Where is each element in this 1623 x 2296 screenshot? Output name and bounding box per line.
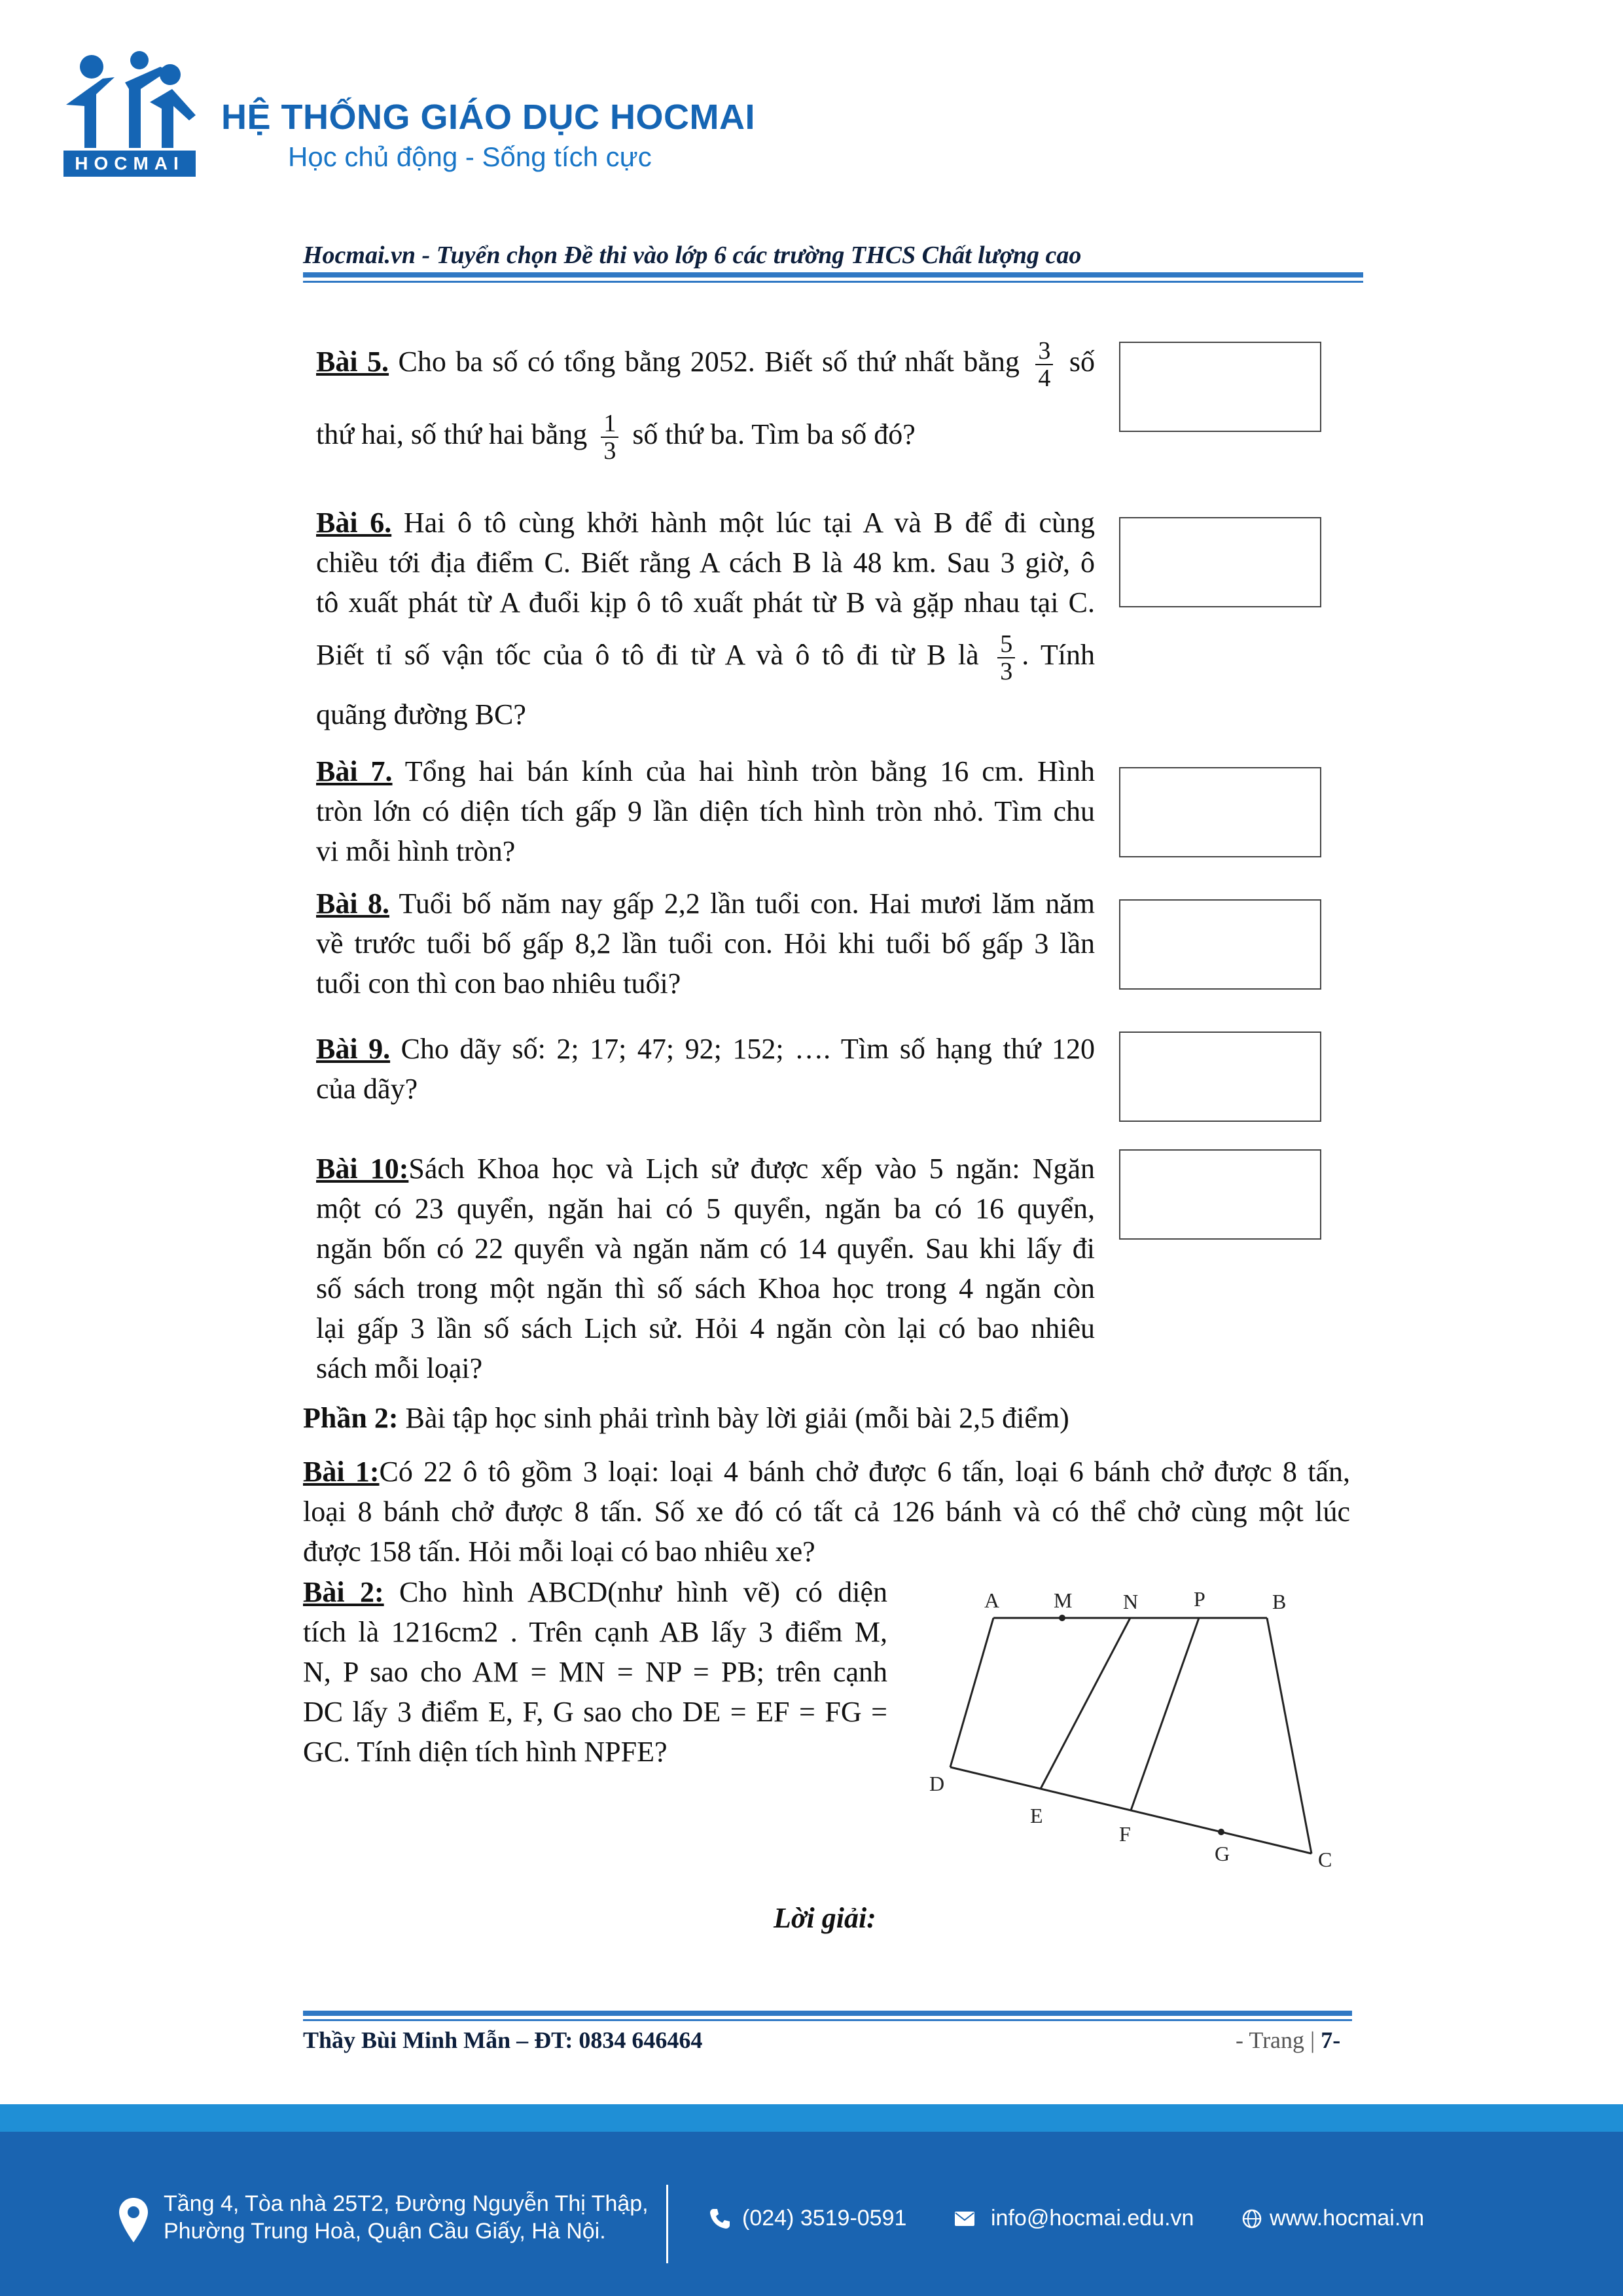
answer-box-9[interactable] [1119, 1031, 1321, 1122]
part-2-problem-2-text: Cho hình ABCD(như hình vẽ) có diện [399, 1576, 887, 1608]
location-pin-icon [118, 2197, 149, 2244]
problem-6-label: Bài 6. [316, 507, 392, 539]
answer-box-5[interactable] [1119, 342, 1321, 432]
logo-text: HOCMAI [75, 153, 185, 173]
figure-abcd [916, 1577, 1368, 1885]
page-num: 7- [1321, 2027, 1341, 2053]
globe-icon [1242, 2209, 1262, 2229]
problem-7-label: Bài 7. [316, 755, 393, 787]
problem-5-text: số [1069, 346, 1096, 378]
problem-8-text: tuổi con thì con bao nhiêu tuổi? [316, 967, 681, 999]
problem-9-text: Cho dãy số: 2; 17; 47; 92; 152; …. Tìm số hạng thứ 120 [401, 1033, 1095, 1065]
footer-rule [303, 2011, 1352, 2016]
problem-8-label: Bài 8. [316, 888, 389, 920]
logo [62, 51, 200, 179]
part-2-problem-1-text: Có 22 ô tô gồm 3 loại: loại 4 bánh chở được 6 tấn, loại 6 bánh chở được 8 tấn, [379, 1456, 1350, 1488]
part-2-problem-1-text: loại 8 bánh chở được 8 tấn. Số xe đó có tất cả 126 bánh và có thể chở cùng một lúc [303, 1496, 1350, 1528]
side-ad [950, 1618, 993, 1767]
problem-10-label: Bài 10: [316, 1153, 409, 1185]
label-d: D [929, 1772, 945, 1795]
problem-7-text: vi mỗi hình tròn? [316, 835, 516, 867]
label-b: B [1272, 1590, 1287, 1613]
problem-7 [316, 751, 1095, 871]
phone-icon [708, 2207, 732, 2231]
page-prefix: - Trang | [1236, 2027, 1315, 2053]
header-rule-thin [303, 281, 1363, 283]
part-2-problem-1 [303, 1452, 1350, 1571]
problem-6-text: quãng đường BC? [316, 698, 526, 730]
problem-5-text: Cho ba số có tổng bằng 2052. Biết số thứ nhất bằng [398, 346, 1020, 378]
problem-5-label: Bài 5. [316, 346, 389, 378]
answer-box-7[interactable] [1119, 767, 1321, 857]
problem-6-text: Hai ô tô cùng khởi hành một lúc tại A và B để đi cùng [403, 507, 1095, 539]
problem-7-text: Tổng hai bán kính của hai hình tròn bằng 16 cm. Hình [404, 755, 1095, 787]
segment-pf [1131, 1618, 1199, 1810]
side-bc [1267, 1618, 1311, 1854]
phone-number[interactable]: (024) 3519-0591 [742, 2206, 907, 2231]
label-c: C [1318, 1848, 1332, 1871]
label-p: P [1194, 1587, 1205, 1611]
answer-box-6[interactable] [1119, 517, 1321, 607]
problem-6-text: tô xuất phát từ A đuổi kịp ô tô xuất phát từ B và gặp nhau tại C. [316, 586, 1095, 619]
problem-10-text: lại gấp 3 lần số sách Lịch sử. Hỏi 4 ngăn còn lại có bao nhiêu [316, 1312, 1095, 1344]
label-m: M [1054, 1588, 1073, 1612]
footer-stripe [0, 2104, 1623, 2132]
part-2-text: Bài tập học sinh phải trình bày lời giải (mỗi bài 2,5 điểm) [405, 1402, 1069, 1434]
address-line-2: Phường Trung Hoà, Quận Cầu Giấy, Hà Nội. [164, 2219, 606, 2244]
problem-6-text: . Tính [1022, 639, 1096, 671]
problem-9-text: của dãy? [316, 1073, 418, 1105]
website-link[interactable]: www.hocmai.vn [1270, 2206, 1425, 2231]
part-2-problem-1-label: Bài 1: [303, 1456, 380, 1488]
part-2-problem-2-text: DC lấy 3 điểm E, F, G sao cho DE = EF = FG = [303, 1696, 887, 1728]
fraction: $\frac{5}{3}$ [997, 631, 1015, 685]
part-2-problem-2-text: N, P sao cho AM = MN = NP = PB; trên cạnh [303, 1656, 887, 1688]
part-2-label: Phần 2: [303, 1402, 399, 1434]
part-2-problem-2-text: tích là 1216cm2 . Trên cạnh AB lấy 3 điểm M, [303, 1616, 887, 1648]
label-g: G [1215, 1842, 1230, 1865]
label-n: N [1123, 1590, 1139, 1613]
problem-8-text: về trước tuổi bố gấp 8,2 lần tuổi con. Hỏi khi tuổi bố gấp 3 lần [316, 927, 1095, 960]
running-header: Hocmai.vn - Tuyển chọn Đề thi vào lớp 6 các trường THCS Chất lượng cao [303, 242, 1082, 269]
email-link[interactable]: info@hocmai.edu.vn [991, 2206, 1194, 2231]
header-rule [303, 272, 1363, 278]
problem-5-text: thứ hai, số thứ hai bằng [316, 418, 588, 450]
point-g [1218, 1829, 1224, 1835]
problem-10-text: sách mỗi loại? [316, 1352, 483, 1384]
problem-10-text: ngăn bốn có 22 quyển và ngăn năm có 14 quyển. Sau khi lấy đi [316, 1232, 1095, 1265]
problem-8 [316, 884, 1095, 1003]
label-f: F [1119, 1822, 1131, 1846]
label-e: E [1030, 1804, 1043, 1827]
segment-ne [1041, 1618, 1130, 1789]
solution-heading: Lời giải: [774, 1902, 876, 1934]
brand-title: HỆ THỐNG GIÁO DỤC HOCMAI [221, 98, 755, 137]
problem-6-text: Biết tỉ số vận tốc của ô tô đi từ A và ô tô đi từ B là [316, 639, 979, 671]
answer-box-8[interactable] [1119, 899, 1321, 990]
problem-9 [316, 1029, 1095, 1109]
part-2-problem-1-text: được 158 tấn. Hỏi mỗi loại có bao nhiêu xe? [303, 1535, 815, 1568]
page-number [1236, 2026, 1340, 2054]
address-line-1: Tầng 4, Tòa nhà 25T2, Đường Nguyễn Thị Thập, [164, 2191, 649, 2216]
fraction: $\frac{1}{3}$ [601, 410, 618, 464]
problem-10-text: Sách Khoa học và Lịch sử được xếp vào 5 ngăn: Ngăn [408, 1153, 1095, 1185]
problem-6 [316, 503, 1095, 734]
problem-5 [316, 332, 1095, 467]
problem-9-label: Bài 9. [316, 1033, 391, 1065]
problem-10-text: một có 23 quyển, ngăn hai có 5 quyển, ngăn ba có 16 quyển, [316, 1193, 1095, 1225]
problem-7-text: tròn lớn có diện tích gấp 9 lần diện tích hình tròn nhỏ. Tìm chu [316, 795, 1095, 827]
footer-divider [666, 2185, 668, 2263]
part-2-problem-2-label: Bài 2: [303, 1576, 384, 1608]
part-2-problem-2-text: GC. Tính diện tích hình NPFE? [303, 1736, 668, 1768]
problem-6-text: chiều tới địa điểm C. Biết rằng A cách B là 48 km. Sau 3 giờ, ô [316, 547, 1095, 579]
running-footer-author: Thầy Bùi Minh Mẫn – ĐT: 0834 646464 [303, 2027, 703, 2053]
fraction: $\frac{3}{4}$ [1035, 338, 1053, 391]
part-2-problem-2 [303, 1572, 887, 1772]
problem-5-text: số thứ ba. Tìm ba số đó? [632, 418, 916, 450]
brand-slogan: Học chủ động - Sống tích cực [288, 141, 652, 172]
problem-8-text: Tuổi bố năm nay gấp 2,2 lần tuổi con. Hai mươi lăm năm [399, 888, 1095, 920]
answer-box-10[interactable] [1119, 1149, 1321, 1240]
email-icon [954, 2211, 975, 2227]
problem-10-text: số sách trong một ngăn thì số sách Khoa học trong 4 ngăn còn [316, 1272, 1095, 1304]
part-2-heading [303, 1398, 1363, 1438]
label-a: A [984, 1588, 1000, 1612]
footer-rule-thin [303, 2019, 1352, 2021]
problem-10 [316, 1149, 1095, 1388]
point-m [1059, 1615, 1065, 1621]
